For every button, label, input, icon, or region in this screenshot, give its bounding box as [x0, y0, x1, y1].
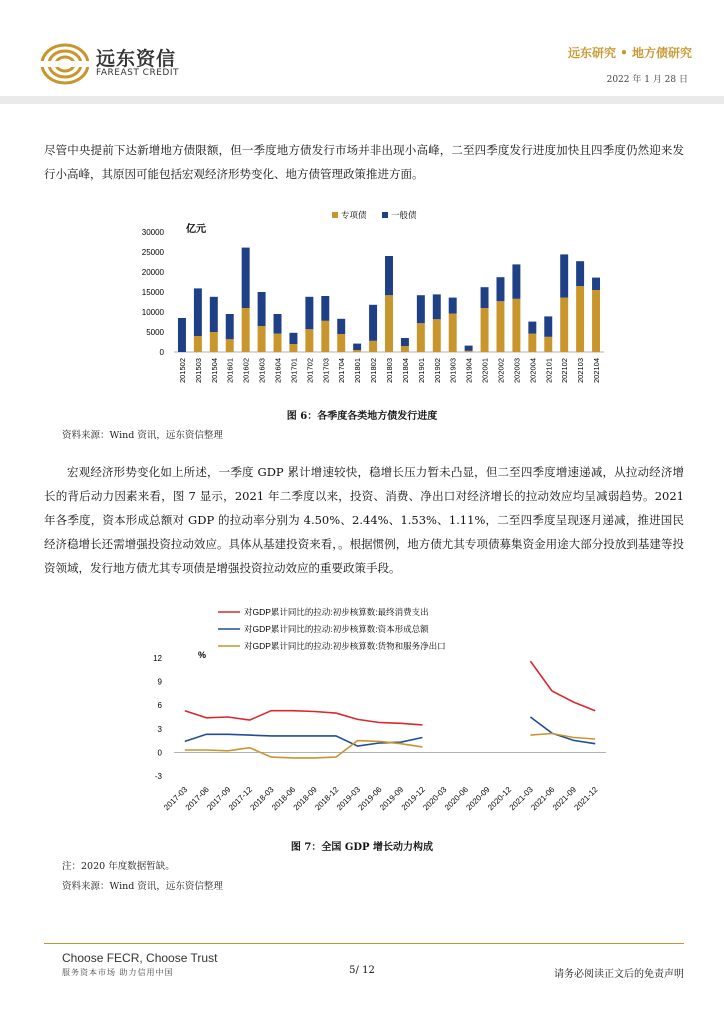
bar-general-bond: [321, 296, 329, 321]
legend-series-label: 对GDP累计同比的拉动:初步核算数:最终消费支出: [244, 607, 429, 617]
bar-special-bond: [258, 326, 266, 352]
figure-7-line-chart: [120, 600, 610, 832]
x-tick-label: 201603: [257, 358, 267, 384]
y-axis-unit-label: 亿元: [186, 224, 206, 235]
y-tick-label: -3: [154, 772, 162, 781]
y-tick-label: 6: [157, 701, 162, 711]
footer-disclaimer: 请务必阅读正文后的免责声明: [554, 969, 684, 980]
x-tick-label: 2020-03: [421, 785, 449, 813]
x-tick-label: 2019-12: [399, 785, 427, 813]
x-tick-label: 201704: [337, 358, 347, 384]
bar-general-bond: [497, 277, 505, 301]
bar-special-bond: [433, 319, 441, 352]
fareast-logo-icon: [40, 42, 90, 86]
bar-special-bond: [592, 290, 600, 352]
bar-special-bond: [305, 329, 313, 352]
bar-general-bond: [274, 314, 282, 334]
bar-special-bond: [576, 286, 584, 352]
y-tick-label: 30000: [141, 228, 164, 237]
x-tick-label: 201602: [241, 358, 251, 384]
bar-general-bond: [417, 295, 425, 323]
figure-7-caption: 图 7：全国 GDP 增长动力构成: [290, 842, 434, 853]
y-tick-label: 0: [159, 348, 164, 357]
legend-label-general: 一般债: [391, 210, 417, 220]
figure-6-bar-chart: [120, 206, 610, 402]
legend-swatch-general: [382, 212, 388, 218]
x-tick-label: 2017-09: [205, 785, 233, 813]
header-divider: [0, 96, 724, 104]
x-tick-label: 2020-09: [464, 785, 492, 813]
report-date: 2022 年 1 月 28 日: [606, 75, 688, 85]
x-tick-label: 2018-03: [248, 785, 276, 813]
bar-special-bond: [385, 295, 393, 352]
bar-general-bond: [449, 298, 457, 314]
x-tick-label: 202001: [480, 358, 490, 384]
bar-special-bond: [449, 314, 457, 352]
bar-general-bond: [385, 256, 393, 295]
logo-english-name: FAREAST CREDIT: [96, 68, 179, 78]
x-tick-label: 201604: [273, 358, 283, 384]
y-tick-label: 15000: [141, 288, 164, 297]
bar-general-bond: [401, 338, 409, 346]
x-tick-label: 2018-12: [313, 785, 341, 813]
bar-special-bond: [497, 301, 505, 352]
x-tick-label: 201504: [209, 358, 219, 384]
x-tick-label: 2017-06: [183, 785, 211, 813]
paragraph-1: 尽管中央提前下达新增地方债限额，但一季度地方债发行市场并非出现小高峰，二至四季度发行进度加快且四季度仍然迎来发行小高峰，其原因可能包括宏观经济形势变化、地方债管理政策推进方面。: [44, 143, 684, 181]
x-tick-label: 201901: [416, 358, 426, 384]
bar-general-bond: [512, 264, 520, 298]
bar-special-bond: [194, 336, 202, 352]
bar-general-bond: [576, 261, 584, 286]
y-tick-label: 20000: [141, 268, 164, 277]
x-tick-label: 201703: [321, 358, 331, 384]
x-tick-label: 202101: [544, 358, 554, 384]
x-tick-label: 201902: [432, 358, 442, 384]
bar-special-bond: [242, 308, 250, 352]
x-tick-label: 201502: [177, 358, 187, 384]
x-tick-label: 201801: [353, 358, 363, 384]
report-section-title: 远东研究 • 地方债研究: [567, 46, 692, 60]
x-tick-label: 201802: [369, 358, 379, 384]
page-number: 5/ 12: [349, 965, 375, 976]
bar-general-bond: [289, 333, 297, 344]
bar-special-bond: [210, 332, 218, 352]
x-tick-label: 201701: [289, 358, 299, 384]
logo: [40, 42, 200, 86]
series-line: [530, 661, 595, 711]
bar-general-bond: [194, 288, 202, 336]
x-tick-label: 202003: [512, 358, 522, 384]
bar-general-bond: [592, 278, 600, 290]
y-tick-label: 9: [157, 677, 162, 687]
bar-general-bond: [226, 314, 234, 339]
x-tick-label: 201804: [400, 358, 410, 384]
x-tick-label: 202103: [576, 358, 586, 384]
bar-special-bond: [226, 339, 234, 352]
x-tick-label: 202102: [560, 358, 570, 384]
x-tick-label: 2017-12: [226, 785, 255, 813]
legend-series-label: 对GDP累计同比的拉动:初步核算数:资本形成总额: [244, 624, 429, 634]
x-tick-label: 2020-12: [486, 785, 514, 813]
x-tick-label: 2021-03: [507, 785, 535, 813]
x-tick-label: 2019-09: [378, 785, 406, 813]
bar-special-bond: [465, 351, 473, 352]
bar-general-bond: [353, 344, 361, 350]
bar-special-bond: [353, 350, 361, 352]
x-tick-label: 2020-06: [442, 785, 471, 813]
bar-special-bond: [274, 334, 282, 352]
bar-general-bond: [210, 297, 218, 332]
x-tick-label: 201803: [385, 358, 394, 384]
bar-general-bond: [560, 254, 568, 297]
x-tick-label: 201702: [305, 358, 315, 384]
bar-special-bond: [560, 298, 568, 352]
x-tick-label: 2019-06: [356, 785, 384, 813]
y-tick-label: 0: [157, 748, 162, 758]
bar-special-bond: [289, 344, 297, 352]
x-tick-label: 202002: [496, 358, 506, 384]
x-tick-label: 2021-09: [550, 785, 579, 813]
y-tick-label: 25000: [141, 248, 164, 257]
paragraph-2: 宏观经济形势变化如上所述，一季度 GDP 累计增速较快，稳增长压力暂未凸显，但二至四季度增速递减，从拉动经济增长的背后动力因素来看，图 7 显示，2021 年二季度以来，投资、消费、净出口对经济增长的拉动效应均呈减弱趋势。2021 年各季度，资本形成总额对 GDP 的拉动率分别为 4.50%、2.44%、1.53%、1.11%，二至四季度呈现逐月递减，推进国民经济稳增长还需增强投资拉动效应。具体从基建投资来看，。根据惯例，地方债尤其专项债募集资金用途大部分投放到基建等投资领域，发行地方债尤其专项债是增强投资拉动效应的重要政策手段。: [44, 465, 684, 575]
y-tick-label: 5000: [146, 328, 164, 337]
figure-6-source: 资料来源：Wind 资讯，远东资信整理: [62, 430, 223, 441]
footer-slogan: Choose FECR, Choose Trust: [62, 951, 218, 965]
x-tick-label: 201903: [448, 358, 458, 384]
bar-general-bond: [465, 346, 473, 351]
bar-special-bond: [321, 321, 329, 352]
footer-subslogan: 服务资本市场 助力信用中国: [62, 968, 174, 977]
bar-general-bond: [481, 287, 489, 308]
bar-special-bond: [528, 334, 536, 352]
x-tick-label: 201601: [225, 358, 235, 384]
bar-special-bond: [417, 323, 425, 352]
series-line: [185, 734, 423, 746]
bar-special-bond: [512, 299, 520, 352]
x-tick-label: 202104: [592, 358, 602, 384]
bar-general-bond: [433, 294, 441, 319]
figure-7-note: 注：2020 年度数据暂缺。: [62, 861, 175, 872]
figure-7-source: 资料来源：Wind 资讯，远东资信整理: [62, 881, 223, 892]
series-line: [530, 717, 595, 744]
bar-special-bond: [481, 308, 489, 352]
bar-general-bond: [178, 318, 186, 352]
x-tick-label: 2018-06: [270, 785, 298, 813]
x-tick-label: 2021-12: [572, 785, 600, 813]
legend-label-special: 专项债: [341, 210, 367, 220]
series-line: [530, 734, 595, 740]
y-axis-unit-label: %: [198, 650, 207, 660]
bar-general-bond: [369, 305, 377, 341]
bar-general-bond: [337, 319, 345, 334]
footer-divider: [44, 943, 684, 944]
y-tick-label: 3: [157, 724, 162, 734]
logo-chinese-name: 远东资信: [96, 48, 177, 70]
x-tick-label: 201503: [193, 358, 203, 384]
x-tick-label: 2017-03: [162, 785, 190, 813]
bar-general-bond: [528, 322, 536, 334]
x-tick-label: 2018-09: [291, 785, 319, 813]
legend-series-label: 对GDP累计同比的拉动:初步核算数:货物和服务净出口: [244, 641, 446, 651]
bar-general-bond: [544, 316, 552, 336]
x-tick-label: 2021-06: [529, 785, 557, 813]
x-tick-label: 2019-03: [334, 785, 363, 813]
y-tick-label: 10000: [141, 308, 164, 317]
bar-general-bond: [305, 297, 313, 329]
x-tick-label: 201904: [464, 358, 474, 384]
bar-special-bond: [337, 334, 345, 352]
bar-special-bond: [544, 337, 552, 352]
bar-general-bond: [258, 292, 266, 326]
x-tick-label: 202004: [528, 358, 538, 384]
figure-6-caption: 图 6：各季度各类地方债发行进度: [286, 411, 438, 422]
bar-general-bond: [242, 248, 250, 308]
series-line: [185, 711, 423, 725]
y-tick-label: 12: [153, 654, 162, 663]
bar-special-bond: [401, 346, 409, 352]
legend-swatch-special: [332, 212, 338, 218]
bar-special-bond: [369, 341, 377, 352]
